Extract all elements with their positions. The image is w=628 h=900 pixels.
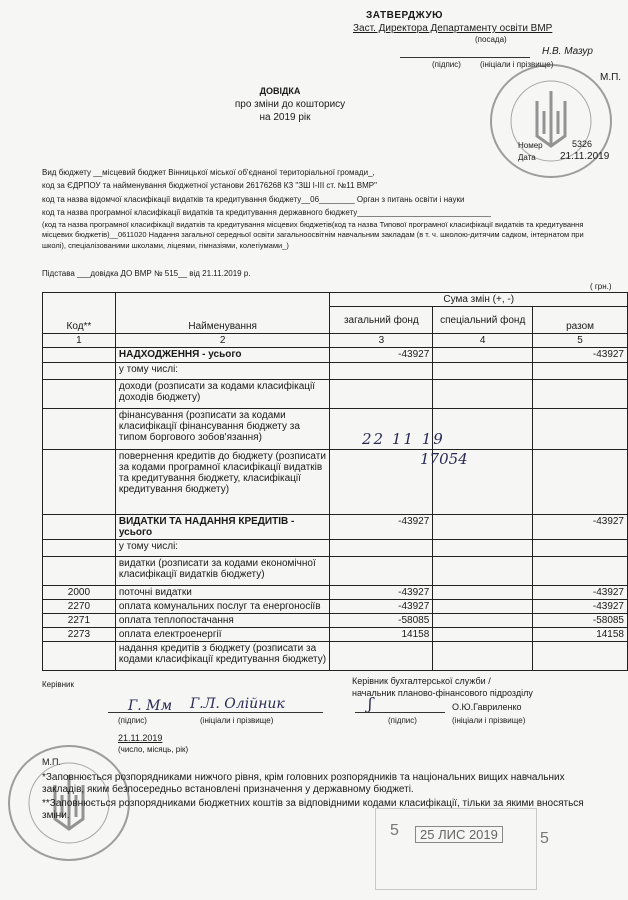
footnote-2: **Заповнюється розпорядниками бюджетних коштів за відповідними кодами класифікації, тільки за якими вносяться зміни.: [42, 798, 584, 821]
local-program-code: (код та назва програмної класифікації видатків та кредитування місцевих бюджетів(код та назва Типової програмної класифікації видатків та кредитування: [42, 220, 584, 229]
row-name: фінансування (розписати за кодами класифікації фінансування бюджету за типом боргового зобов'язання): [115, 409, 330, 450]
table-row: [43, 614, 628, 628]
accountant-sign-line: [355, 712, 445, 713]
index-cell: 5: [533, 334, 628, 348]
row-total: [533, 557, 628, 586]
head-sign-line: [108, 712, 323, 713]
approve-name-caption: (ініціали і прізвище): [480, 60, 554, 69]
local-program-desc-cont: школі), спеціалізованими школами, ліцеями, гімназіями, колегіумами_): [42, 241, 289, 250]
row-name: НАДХОДЖЕННЯ - усього: [115, 348, 330, 363]
accountant-signature: ʃ: [368, 694, 373, 713]
table-row: [43, 586, 628, 600]
row-name: видатки (розписати за кодами економічної класифікації видатків бюджету): [115, 557, 330, 586]
row-code: 2270: [43, 600, 116, 614]
institution-code: код за ЄДРПОУ та найменування бюджетної установи 26176268 КЗ "ЗШ І-ІІІ ст. №11 ВМР": [42, 181, 377, 190]
row-total: 14158: [533, 628, 628, 642]
approve-position: Заст. Директора Департаменту освіти ВМР: [353, 23, 553, 34]
row-name: надання кредитів з бюджету (розписати за кодами класифікації кредитування бюджету): [115, 642, 330, 671]
table-row: [43, 642, 628, 671]
row-code: [43, 642, 116, 671]
table-row: [43, 515, 628, 540]
row-total: -43927: [533, 515, 628, 540]
row-special: [433, 380, 533, 409]
row-code: [43, 363, 116, 380]
departmental-code: код та назва відомчої класифікації видатків та кредитування бюджету__06________ Орган з питань освіти і науки: [42, 195, 465, 204]
row-general: -43927: [330, 600, 433, 614]
approve-mp: М.П.: [600, 72, 622, 83]
header-special: спеціальний фонд: [433, 307, 533, 334]
row-code: [43, 515, 116, 540]
approve-date-label: Дата: [518, 153, 536, 162]
head-name-caption: (ініціали і прізвище): [200, 716, 274, 725]
row-code: [43, 380, 116, 409]
row-name: ВИДАТКИ ТА НАДАННЯ КРЕДИТІВ - усього: [115, 515, 330, 540]
row-special: [433, 642, 533, 671]
row-name: оплата теплопостачання: [115, 614, 330, 628]
sign-date: 21.11.2019: [118, 733, 163, 743]
row-special: [433, 557, 533, 586]
accountant-label-1: Керівник бухгалтерської служби /: [352, 676, 491, 686]
row-name: у тому числі:: [115, 363, 330, 380]
units-label: ( грн.): [590, 282, 612, 291]
approve-number: 5326: [572, 139, 593, 149]
row-name: у тому числі:: [115, 540, 330, 557]
row-name: повернення кредитів до бюджету (розписати за кодами програмної класифікації видатків та кредитування бюджету, класифікації кредитування бюджету): [115, 450, 330, 515]
table-header-row: [43, 293, 628, 307]
budget-type: Вид бюджету __місцевий бюджет Вінницької міської об'єднаної територіальної громади_,: [42, 168, 375, 177]
index-cell: 1: [43, 334, 116, 348]
row-total: -43927: [533, 586, 628, 600]
index-row: [43, 334, 628, 348]
row-special: [433, 586, 533, 600]
approve-name: Н.В. Мазур: [542, 46, 593, 57]
row-general: [330, 642, 433, 671]
row-total: [533, 642, 628, 671]
approve-number-label: Номер: [518, 141, 543, 150]
row-name: доходи (розписати за кодами класифікації доходів бюджету): [115, 380, 330, 409]
index-cell: 4: [433, 334, 533, 348]
approve-sign-caption: (підпис): [432, 60, 461, 69]
table-row: [43, 450, 628, 515]
row-total: [533, 363, 628, 380]
row-code: 2273: [43, 628, 116, 642]
table-row: [43, 600, 628, 614]
row-special: [433, 540, 533, 557]
row-total: [533, 409, 628, 450]
row-total: -43927: [533, 600, 628, 614]
stamp-date: 25 ЛИС 2019: [415, 826, 503, 843]
row-total: [533, 540, 628, 557]
table-row: [43, 380, 628, 409]
index-cell: 3: [330, 334, 433, 348]
table-row: [43, 628, 628, 642]
header-total: разом: [533, 307, 628, 334]
row-name: оплата електроенергії: [115, 628, 330, 642]
table-row: [43, 557, 628, 586]
row-special: [433, 515, 533, 540]
table-row: [43, 540, 628, 557]
head-label: Керівник: [42, 680, 74, 689]
head-sign-caption: (підпис): [118, 716, 147, 725]
row-special: [433, 614, 533, 628]
row-general: -43927: [330, 515, 433, 540]
header-general: загальний фонд: [330, 307, 433, 334]
row-code: [43, 409, 116, 450]
row-general: [330, 540, 433, 557]
row-general: [330, 363, 433, 380]
row-total: [533, 450, 628, 515]
table-row: [43, 363, 628, 380]
row-special: [433, 628, 533, 642]
doc-title: ДОВІДКА: [259, 86, 301, 96]
table-row: [43, 409, 628, 450]
footnote-1: *Заповнюється розпорядниками нижчого рівня, крім головних розпорядників та національних вищих навчальних закладів, яким безпосередньо встановлені призначення у державному бюджеті.: [42, 772, 565, 795]
row-code: [43, 348, 116, 363]
header-code: Код**: [43, 293, 116, 334]
handwritten-date: 22 11 19: [362, 430, 445, 448]
row-special: [433, 600, 533, 614]
head-mp: М.П.: [42, 757, 61, 767]
accountant-sign-caption: (підпис): [388, 716, 417, 725]
row-code: 2000: [43, 586, 116, 600]
registration-stamp: [375, 808, 537, 890]
row-general: [330, 380, 433, 409]
table-body: [43, 348, 628, 671]
row-general: 14158: [330, 628, 433, 642]
approve-position-caption: (посада): [475, 35, 507, 44]
row-name: оплата комунальних послуг та енергоносіїв: [115, 600, 330, 614]
row-name: поточні видатки: [115, 586, 330, 600]
row-total: [533, 380, 628, 409]
row-code: 2271: [43, 614, 116, 628]
accountant-name: О.Ю.Гавриленко: [452, 702, 522, 712]
approve-date: 21.11.2019: [560, 151, 610, 162]
row-general: -43927: [330, 586, 433, 600]
local-program-desc: місцевих бюджетів)__0611020 Надання загальної середньої освіти загальноосвітнім навчальним закладам (в т. ч. школою-дитячим садком, інтернатом при: [42, 230, 584, 239]
program-code: код та назва програмної класифікації видатків та кредитування державного бюджету______________________________: [42, 208, 491, 217]
row-code: [43, 540, 116, 557]
head-name-handwritten: Г.Л. Олійник: [190, 696, 285, 712]
row-special: [433, 348, 533, 363]
row-general: -43927: [330, 348, 433, 363]
row-general: -58085: [330, 614, 433, 628]
row-total: -58085: [533, 614, 628, 628]
approve-title: ЗАТВЕРДЖУЮ: [366, 10, 443, 21]
head-signature: Г. Мм: [128, 698, 173, 714]
handwritten-number: 17054: [420, 450, 468, 468]
row-code: [43, 557, 116, 586]
row-code: [43, 450, 116, 515]
accountant-name-caption: (ініціали і прізвище): [452, 716, 526, 725]
row-total: -43927: [533, 348, 628, 363]
sign-date-caption: (число, місяць, рік): [118, 745, 189, 754]
header-sum: Сума змін (+, -): [330, 293, 628, 307]
changes-table: [42, 292, 628, 671]
row-special: [433, 363, 533, 380]
row-special: [433, 409, 533, 450]
accountant-label-2: начальник планово-фінансового підрозділу: [352, 688, 533, 698]
table-row: [43, 348, 628, 363]
basis-line: Підстава ___довідка ДО ВМР № 515__ від 21.11.2019 р.: [42, 269, 251, 278]
doc-year: на 2019 рік: [259, 112, 311, 123]
doc-subtitle: про зміни до кошторису: [234, 99, 346, 110]
stamp-right-number: 5: [540, 830, 549, 847]
row-general: [330, 450, 433, 515]
index-cell: 2: [115, 334, 330, 348]
header-name: Найменування: [115, 293, 330, 334]
row-general: [330, 557, 433, 586]
stamp-left-number: 5: [390, 822, 399, 839]
approve-sign-line: [400, 57, 530, 58]
